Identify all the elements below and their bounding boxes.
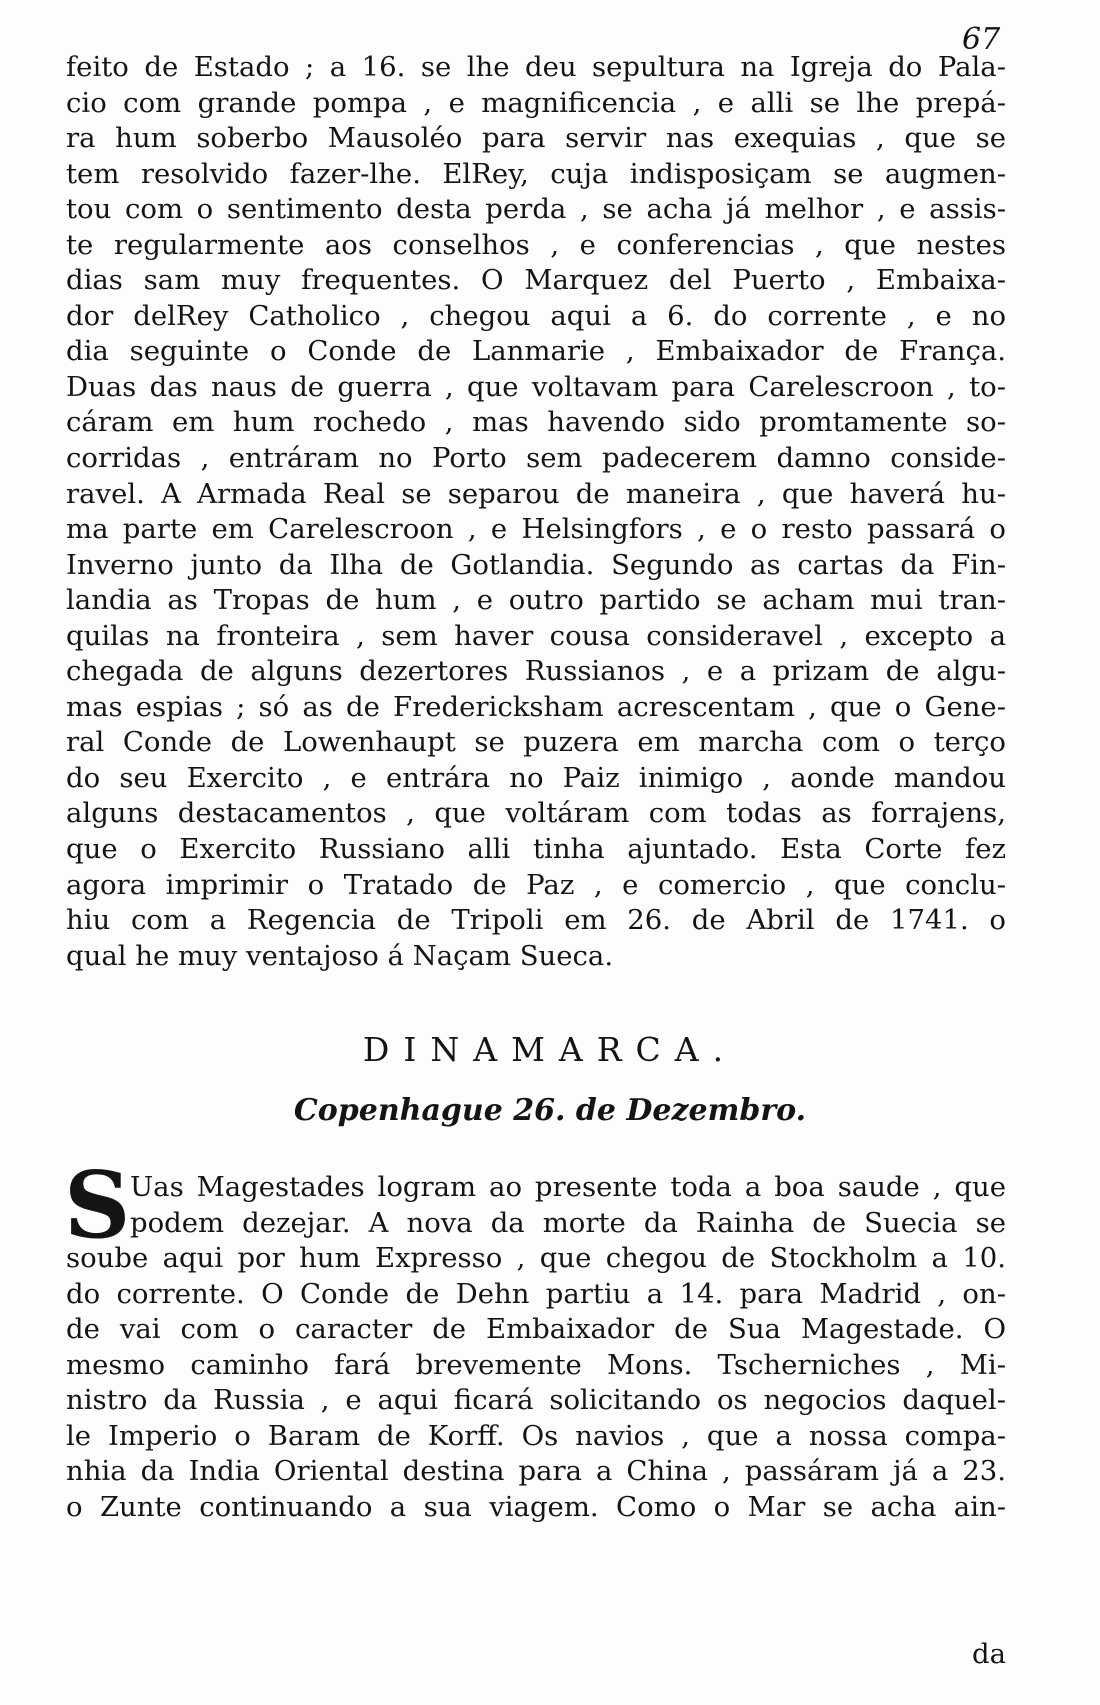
text-line: podem dezejar. A nova da morte da Rainha de Suecia se bbox=[130, 1206, 1006, 1239]
text-line: de vai com o caracter de Embaixador de Sua Magestade. O bbox=[66, 1313, 1006, 1346]
text-line: ral Conde de Lowenhaupt se puzera em marcha com o terço bbox=[66, 726, 1006, 759]
text-line: mesmo caminho fará brevemente Mons. Tscherniches , Mi- bbox=[66, 1348, 1006, 1381]
text-line: dor delRey Catholico , chegou aqui a 6. do corrente , e no bbox=[66, 299, 1006, 332]
text-line: tou com o sentimento desta perda , se acha já melhor , e assis- bbox=[66, 193, 1006, 226]
text-line: feito de Estado ; a 16. se lhe deu sepultura na Igreja do Pala- bbox=[66, 51, 1006, 83]
text-line: tem resolvido fazer-lhe. ElRey, cuja indisposiçam se augmen- bbox=[66, 157, 1006, 190]
bottom-paragraph bbox=[66, 1170, 1006, 1525]
text-line: cio com grande pompa , e magnificencia , e alli se lhe prepá- bbox=[66, 86, 1006, 119]
text-line: dia seguinte o Conde de Lanmarie , Embaixador de França. bbox=[66, 335, 1006, 368]
text-line: quilas na fronteira , sem haver cousa consideravel , excepto a bbox=[66, 619, 1006, 652]
text-line: Uas Magestades logram ao presente toda a boa saude , que bbox=[130, 1171, 1006, 1203]
text-line: do corrente. O Conde de Dehn partiu a 14. para Madrid , on- bbox=[66, 1277, 1006, 1310]
text-line: te regularmente aos conselhos , e conferencias , que nestes bbox=[66, 228, 1006, 261]
text-line: Inverno junto da Ilha de Gotlandia. Segundo as cartas da Fin- bbox=[66, 548, 1006, 581]
text-line: mas espias ; só as de Fredericksham acrescentam , que o Gene- bbox=[66, 690, 1006, 723]
section-title: DINAMARCA. bbox=[362, 1030, 738, 1069]
text-line: qual he muy ventajoso á Naçam Sueca. bbox=[66, 939, 614, 972]
text-line: nistro da Russia , e aqui ficará solicitando os negocios daquel- bbox=[66, 1384, 1006, 1417]
catchword: da bbox=[972, 1638, 1006, 1670]
text-line: Duas das naus de guerra , que voltavam para Carelescroon , to- bbox=[66, 370, 1006, 403]
page-number: 67 bbox=[962, 22, 1001, 57]
text-line: do seu Exercito , e entrára no Paiz inimigo , aonde mandou bbox=[66, 761, 1006, 794]
text-line: corridas , entráram no Porto sem padecerem damno conside- bbox=[66, 442, 1006, 475]
text-line: le Imperio o Baram de Korff. Os navios , que a nossa compa- bbox=[66, 1419, 1006, 1452]
text-line: nhia da India Oriental destina para a China , passáram já a 23. bbox=[66, 1455, 1006, 1488]
text-line: cáram em hum rochedo , mas havendo sido promtamente so- bbox=[66, 406, 1006, 439]
text-line: alguns destacamentos , que voltáram com todas as forrajens, bbox=[66, 797, 1006, 830]
text-line: dias sam muy frequentes. O Marquez del Puerto , Embaixa- bbox=[66, 264, 1006, 297]
text-line: landia as Tropas de hum , e outro partido se acham mui tran- bbox=[66, 584, 1006, 617]
text-line: agora imprimir o Tratado de Paz , e comercio , que conclu- bbox=[66, 868, 1006, 901]
text-line: ravel. A Armada Real se separou de maneira , que haverá hu- bbox=[66, 477, 1006, 510]
top-paragraph bbox=[66, 50, 1006, 974]
text-line: ma parte em Carelescroon , e Helsingfors , e o resto passará o bbox=[66, 513, 1006, 546]
text-line: soube aqui por hum Expresso , que chegou de Stockholm a 10. bbox=[66, 1242, 1006, 1275]
drop-cap: S bbox=[64, 1151, 131, 1259]
text-line: que o Exercito Russiano alli tinha ajuntado. Esta Corte fez bbox=[66, 833, 1006, 866]
text-line: o Zunte continuando a sua viagem. Como o Mar se acha ain- bbox=[66, 1490, 1006, 1523]
dateline: Copenhague 26. de Dezembro. bbox=[293, 1093, 807, 1128]
text-line: hiu com a Regencia de Tripoli em 26. de Abril de 1741. o bbox=[66, 904, 1006, 937]
text-line: ra hum soberbo Mausoléo para servir nas exequias , que se bbox=[66, 122, 1006, 155]
text-line: chegada de alguns dezertores Russianos , e a prizam de algu- bbox=[66, 655, 1006, 688]
